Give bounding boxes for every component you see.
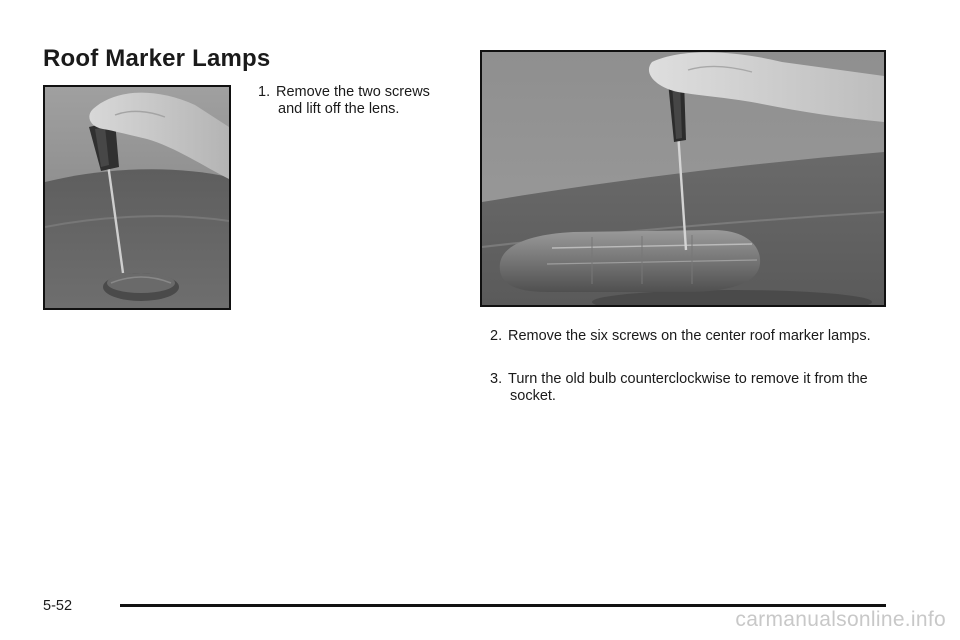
watermark: carmanualsonline.info bbox=[735, 608, 946, 631]
step-text: Remove the two screws and lift off the lens. bbox=[276, 84, 430, 117]
page-number: 5-52 bbox=[43, 598, 73, 614]
instruction-step-3 bbox=[490, 371, 890, 405]
center-roof-marker-lamp-photo bbox=[480, 50, 886, 307]
screwdriver-on-marker-lamp-photo-icon bbox=[45, 87, 229, 308]
step-number: 1. bbox=[258, 84, 271, 100]
step-number: 3. bbox=[490, 371, 503, 387]
step-text: Turn the old bulb counterclockwise to remove it from the socket. bbox=[508, 371, 868, 404]
instruction-step-2 bbox=[490, 328, 890, 345]
marker-lamp-photo bbox=[43, 85, 231, 310]
step-text: Remove the six screws on the center roof marker lamps. bbox=[508, 328, 871, 344]
step-number: 2. bbox=[490, 328, 503, 344]
screwdriver-on-center-roof-marker-lamp-photo-icon bbox=[482, 52, 884, 305]
instruction-step-1 bbox=[258, 84, 458, 118]
page-title: Roof Marker Lamps bbox=[43, 45, 271, 72]
